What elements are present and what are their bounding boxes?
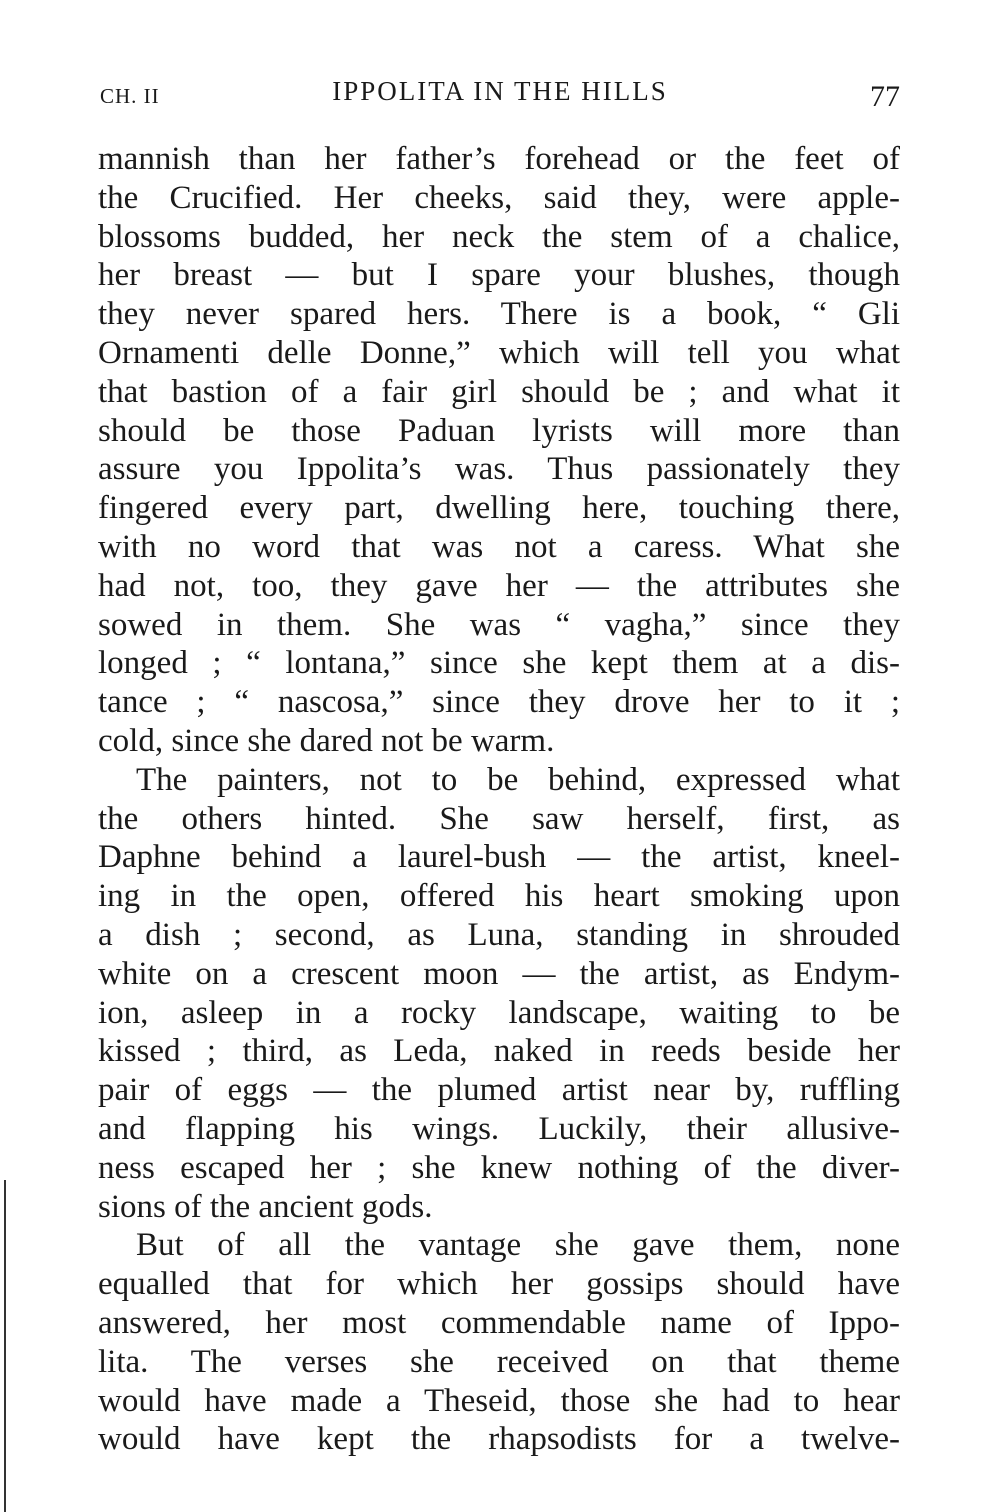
text-line: white on a crescent moon — the artist, as Endym- [98, 955, 900, 992]
text-line: longed ; “ lontana,” since she kept them at a dis- [98, 645, 900, 682]
text-line: The painters, not to be behind, expressed what [136, 761, 900, 798]
text-line: mannish than her father’s forehead or the feet of [98, 141, 900, 177]
text-line: sowed in them. She was “ vagha,” since they [98, 606, 900, 643]
page-body-text [98, 140, 900, 1459]
text-line: the others hinted. She saw herself, first, as [98, 800, 900, 837]
text-line: her breast — but I spare your blushes, though [98, 257, 900, 294]
text-line: a dish ; second, as Luna, standing in shrouded [98, 916, 900, 953]
text-line: But of all the vantage she gave them, none [136, 1227, 900, 1264]
text-line: ion, asleep in a rocky landscape, waiting to be [98, 994, 900, 1031]
text-line: would have kept the rhapsodists for a twelve- [98, 1421, 900, 1458]
text-line: they never spared hers. There is a book, “ Gli [98, 296, 900, 333]
running-title: IPPOLITA IN THE HILLS [332, 76, 668, 106]
running-header [100, 74, 900, 114]
text-line: would have made a Theseid, those she had to hear [98, 1382, 900, 1419]
text-line: ness escaped her ; she knew nothing of the diver- [98, 1149, 900, 1186]
text-line: equalled that for which her gossips should have [98, 1266, 900, 1303]
scan-edge-line [4, 1180, 6, 1512]
text-line: Daphne behind a laurel-bush — the artist, kneel- [98, 839, 900, 876]
text-line: Ornamenti delle Donne,” which will tell you what [98, 334, 900, 371]
text-line: had not, too, they gave her — the attributes she [98, 567, 900, 604]
text-line: answered, her most commendable name of Ippo- [98, 1304, 900, 1341]
text-line: sions of the ancient gods. [98, 1188, 433, 1225]
text-line: and flapping his wings. Luckily, their allusive- [98, 1110, 900, 1147]
text-line: with no word that was not a caress. What she [98, 528, 900, 565]
text-line: tance ; “ nascosa,” since they drove her to it ; [98, 684, 900, 721]
text-line: fingered every part, dwelling here, touching there, [98, 490, 900, 527]
text-line: pair of eggs — the plumed artist near by, ruffling [98, 1072, 900, 1109]
text-line: lita. The verses she received on that theme [98, 1343, 900, 1380]
text-line: the Crucified. Her cheeks, said they, were apple- [98, 179, 900, 216]
page-number: 77 [870, 80, 900, 113]
text-line: kissed ; third, as Leda, naked in reeds beside her [98, 1033, 900, 1070]
text-line: should be those Paduan lyrists will more than [98, 412, 900, 449]
text-line: that bastion of a fair girl should be ; and what it [98, 373, 900, 410]
text-line: assure you Ippolita’s was. Thus passionately they [98, 451, 900, 488]
text-line: blossoms budded, her neck the stem of a chalice, [98, 218, 900, 255]
chapter-label: CH. II [100, 84, 160, 108]
text-line: cold, since she dared not be warm. [98, 722, 555, 759]
text-line: ing in the open, offered his heart smoking upon [98, 878, 900, 915]
